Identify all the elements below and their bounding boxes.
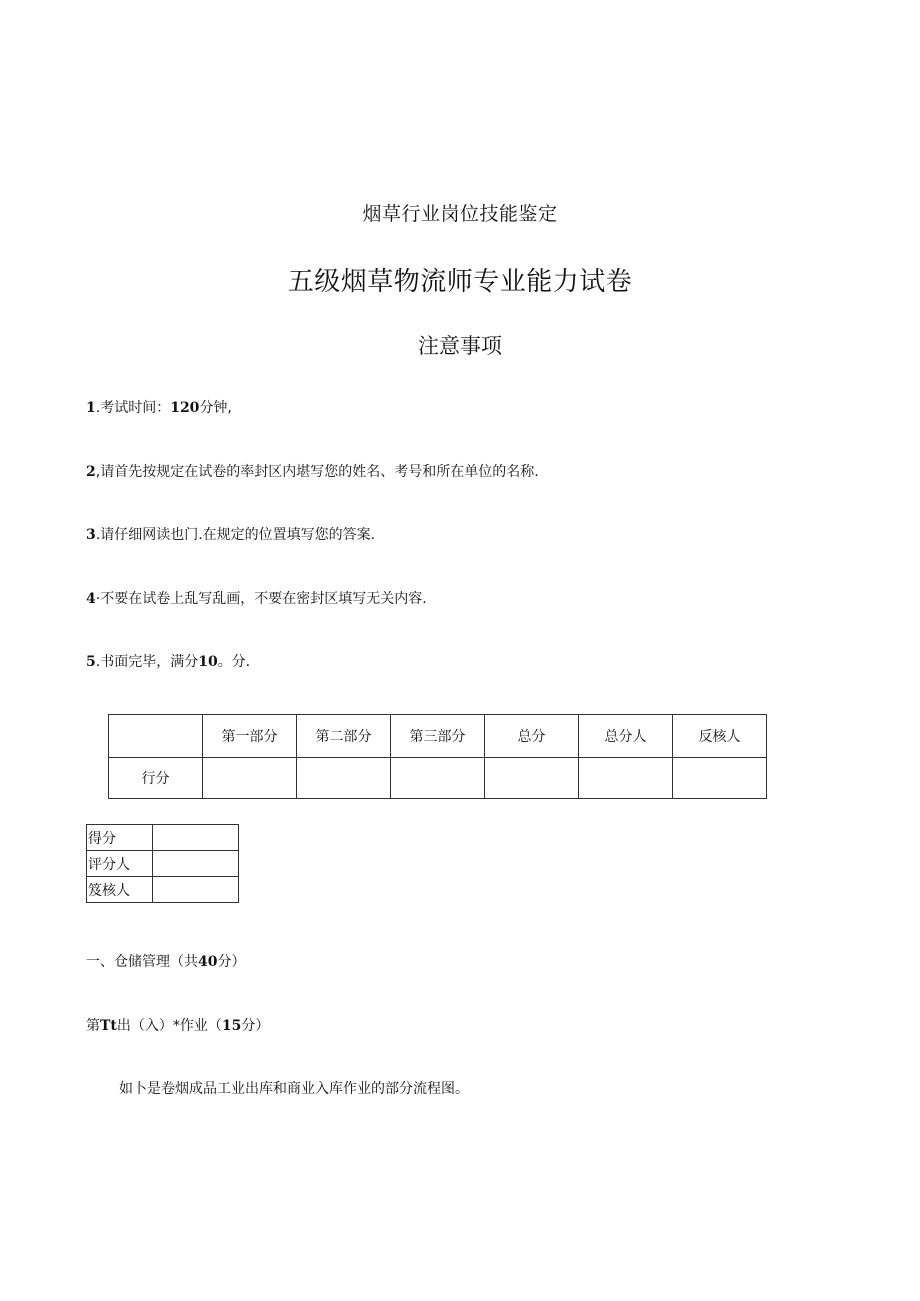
section-points: 40 xyxy=(198,954,218,970)
notice-number: 5 xyxy=(86,654,96,670)
grader-label: 笈核人 xyxy=(87,877,153,903)
table-row xyxy=(87,851,239,877)
score-cell-part2[interactable] xyxy=(297,758,391,799)
table-row-label: 行分 xyxy=(109,758,203,799)
table-header-cell: 反核人 xyxy=(673,715,767,758)
grader-scorer-cell[interactable] xyxy=(153,851,239,877)
table-header-cell: 第一部分 xyxy=(203,715,297,758)
table-header-cell xyxy=(109,715,203,758)
notice-bold-value: 10 xyxy=(198,654,218,670)
grader-score-cell[interactable] xyxy=(153,825,239,851)
notice-number: 4 xyxy=(86,591,96,607)
subsection-code: Tt xyxy=(100,1018,117,1034)
table-row xyxy=(87,877,239,903)
notice-item-4 xyxy=(86,588,427,608)
notice-text-tail: 分钟, xyxy=(199,400,232,416)
notice-text: ,请首先按规定在试卷的率封区内堪写您的姓名、考号和所在单位的名称. xyxy=(95,464,539,480)
score-cell-part1[interactable] xyxy=(203,758,297,799)
table-row xyxy=(109,758,767,799)
notice-bold-value: 120 xyxy=(170,400,200,416)
grader-reviewer-cell[interactable] xyxy=(153,877,239,903)
notice-text: .书面完毕，满分 xyxy=(95,654,199,670)
score-cell-reviewer[interactable] xyxy=(673,758,767,799)
notice-item-3 xyxy=(86,524,375,544)
score-summary-table xyxy=(108,714,767,799)
notice-text: ·不要在试卷上乱写乱画，不要在密封区填写无关内容. xyxy=(95,591,427,607)
notice-number: 3 xyxy=(86,527,96,543)
table-header-cell: 总分 xyxy=(485,715,579,758)
grader-label: 得分 xyxy=(87,825,153,851)
notice-item-1 xyxy=(86,397,232,417)
subsection-heading xyxy=(86,1015,269,1035)
notice-text-tail: 。分. xyxy=(217,654,251,670)
notice-text: .考试时间： xyxy=(95,400,171,416)
notice-number: 1 xyxy=(86,400,96,416)
table-header-cell: 第二部分 xyxy=(297,715,391,758)
notice-text: .请仔细网读也门.在规定的位置填写您的答案. xyxy=(95,527,376,543)
exam-title: 五级烟草物流师专业能力试卷 xyxy=(287,267,633,297)
section-intro-text: 如卜是卷烟成品工业出库和商业入库作业的部分流程图。 xyxy=(119,1081,469,1097)
notice-item-2 xyxy=(86,461,539,481)
notice-heading: 注意事项 xyxy=(418,334,502,358)
subsection-text-mid: 出（入）*作业（ xyxy=(116,1018,222,1034)
grader-table xyxy=(86,824,239,903)
section-heading-tail: 分） xyxy=(217,954,246,970)
score-cell-total-scorer[interactable] xyxy=(579,758,673,799)
grader-label: 评分人 xyxy=(87,851,153,877)
section-heading-text: 一、仓储管理（共 xyxy=(86,954,198,970)
score-cell-total[interactable] xyxy=(485,758,579,799)
score-cell-part3[interactable] xyxy=(391,758,485,799)
exam-subtitle: 烟草行业岗位技能鉴定 xyxy=(362,203,558,225)
table-header-row xyxy=(109,715,767,758)
table-header-cell: 第三部分 xyxy=(391,715,485,758)
subsection-points: 15 xyxy=(221,1018,242,1034)
subsection-text: 第 xyxy=(86,1018,100,1034)
section-heading xyxy=(86,951,245,971)
notice-number: 2 xyxy=(86,464,96,480)
table-header-cell: 总分人 xyxy=(579,715,673,758)
subsection-text-tail: 分） xyxy=(241,1018,270,1034)
notice-item-5 xyxy=(86,651,250,671)
table-row xyxy=(87,825,239,851)
